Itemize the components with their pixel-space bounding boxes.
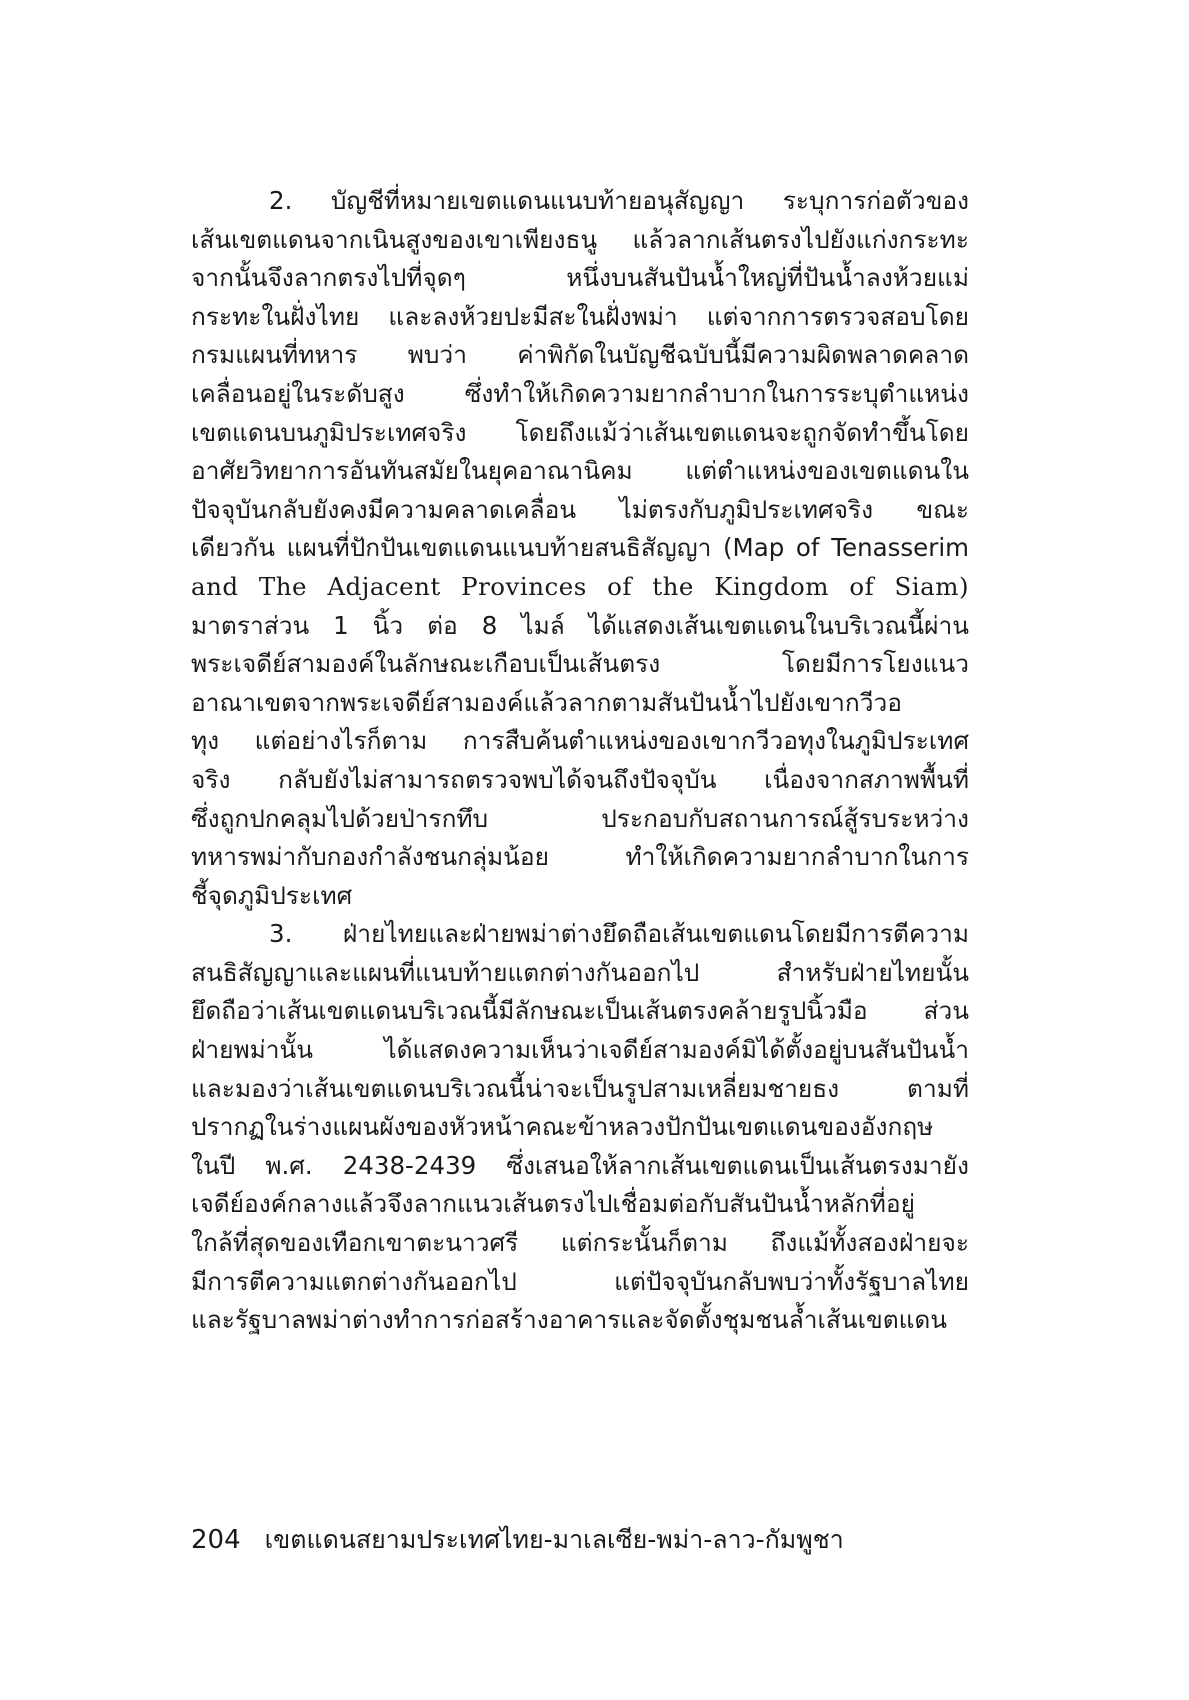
paragraph-2: [191, 182, 969, 915]
running-title: เขตแดนสยามประเทศไทย-มาเลเซีย-พม่า-ลาว-กัมพูชา: [264, 1525, 844, 1554]
text-line: อาศัยวิทยาการอันทันสมัยในยุคอาณานิคม แต่ตำแหน่งของเขตแดนใน: [191, 456, 969, 486]
text-line: ทุง แต่อย่างไรก็ตาม การสืบค้นตำแหน่งของเขากวีวอทุงในภูมิประเทศ: [191, 726, 969, 756]
text-line: มีการตีความแตกต่างกันออกไป แต่ปัจจุบันกลับพบว่าทั้งรัฐบาลไทย: [191, 1266, 969, 1296]
text-line: มาตราส่วน 1 นิ้ว ต่อ 8 ไมล์ ได้แสดงเส้นเขตแดนในบริเวณนี้ผ่าน: [191, 610, 969, 640]
text-line: อาณาเขตจากพระเจดีย์สามองค์แล้วลากตามสันปันน้ำไปยังเขากวีวอ: [191, 687, 902, 717]
text-line: จากนั้นจึงลากตรงไปที่จุดๆ หนึ่งบนสันปันน้ำใหญ่ที่ปันน้ำลงห้วยแม่: [191, 263, 969, 293]
text-line: ซึ่งถูกปกคลุมไปด้วยป่ารกทึบ ประกอบกับสถานการณ์สู้รบระหว่าง: [191, 803, 969, 833]
text-line: ในปี พ.ศ. 2438-2439 ซึ่งเสนอให้ลากเส้นเขตแดนเป็นเส้นตรงมายัง: [191, 1150, 969, 1180]
text-line: และรัฐบาลพม่าต่างทำการก่อสร้างอาคารและจัดตั้งชุมชนล้ำเส้นเขตแดน: [191, 1305, 948, 1335]
text-line: ฝ่ายพม่านั้น ได้แสดงความเห็นว่าเจดีย์สามองค์มิได้ตั้งอยู่บนสันปันน้ำ: [191, 1035, 969, 1065]
text-line: สนธิสัญญาและแผนที่แนบท้ายแตกต่างกันออกไป สำหรับฝ่ายไทยนั้น: [191, 957, 969, 987]
text-line: กระทะในฝั่งไทย และลงห้วยปะมีสะในฝั่งพม่า แต่จากการตรวจสอบโดย: [191, 301, 969, 331]
page-number: 204: [191, 1525, 241, 1555]
text-line: ใกล้ที่สุดของเทือกเขาตะนาวศรี แต่กระนั้นก็ตาม ถึงแม้ทั้งสองฝ่ายจะ: [191, 1228, 969, 1258]
text-line: ปัจจุบันกลับยังคงมีความคลาดเคลื่อน ไม่ตรงกับภูมิประเทศจริง ขณะ: [191, 494, 969, 524]
text-line: 2. บัญชีที่หมายเขตแดนแนบท้ายอนุสัญญา ระบุการก่อตัวของ: [269, 186, 969, 215]
text-line: ปรากฏในร่างแผนผังของหัวหน้าคณะข้าหลวงปักปันเขตแดนของอังกฤษ: [191, 1112, 934, 1142]
page-footer: [191, 1520, 844, 1560]
text-line: เขตแดนบนภูมิประเทศจริง โดยถึงแม้ว่าเส้นเขตแดนจะถูกจัดทำขึ้นโดย: [191, 417, 969, 447]
body-text: [191, 182, 969, 1340]
paragraph-3: [191, 915, 969, 1340]
text-line: and The Adjacent Provinces of the Kingdom of Siam): [191, 571, 969, 601]
text-line: เดียวกัน แผนที่ปักปันเขตแดนแนบท้ายสนธิสัญญา (Map of Tenasserim: [191, 533, 969, 563]
text-line: ยึดถือว่าเส้นเขตแดนบริเวณนี้มีลักษณะเป็นเส้นตรงคล้ายรูปนิ้วมือ ส่วน: [191, 996, 969, 1026]
text-line: 3. ฝ่ายไทยและฝ่ายพม่าต่างยึดถือเส้นเขตแดนโดยมีการตีความ: [269, 919, 969, 949]
text-line: และมองว่าเส้นเขตแดนบริเวณนี้น่าจะเป็นรูปสามเหลี่ยมชายธง ตามที่: [191, 1073, 969, 1103]
text-line: ทหารพม่ากับกองกำลังชนกลุ่มน้อย ทำให้เกิดความยากลำบากในการ: [191, 842, 969, 872]
text-line: จริง กลับยังไม่สามารถตรวจพบได้จนถึงปัจจุบัน เนื่องจากสภาพพื้นที่: [191, 764, 969, 794]
text-line: พระเจดีย์สามองค์ในลักษณะเกือบเป็นเส้นตรง โดยมีการโยงแนว: [191, 649, 969, 679]
text-line: เคลื่อนอยู่ในระดับสูง ซึ่งทำให้เกิดความยากลำบากในการระบุตำแหน่ง: [191, 378, 969, 408]
text-line: ชี้จุดภูมิประเทศ: [191, 880, 353, 910]
text-line: กรมแผนที่ทหาร พบว่า ค่าพิกัดในบัญชีฉบับนี้มีความผิดพลาดคลาด: [191, 340, 969, 370]
text-line: เส้นเขตแดนจากเนินสูงของเขาเพียงธนู แล้วลากเส้นตรงไปยังแก่งกระทะ: [191, 224, 969, 254]
text-line: เจดีย์องค์กลางแล้วจึงลากแนวเส้นตรงไปเชื่อมต่อกับสันปันน้ำหลักที่อยู่: [191, 1189, 915, 1219]
